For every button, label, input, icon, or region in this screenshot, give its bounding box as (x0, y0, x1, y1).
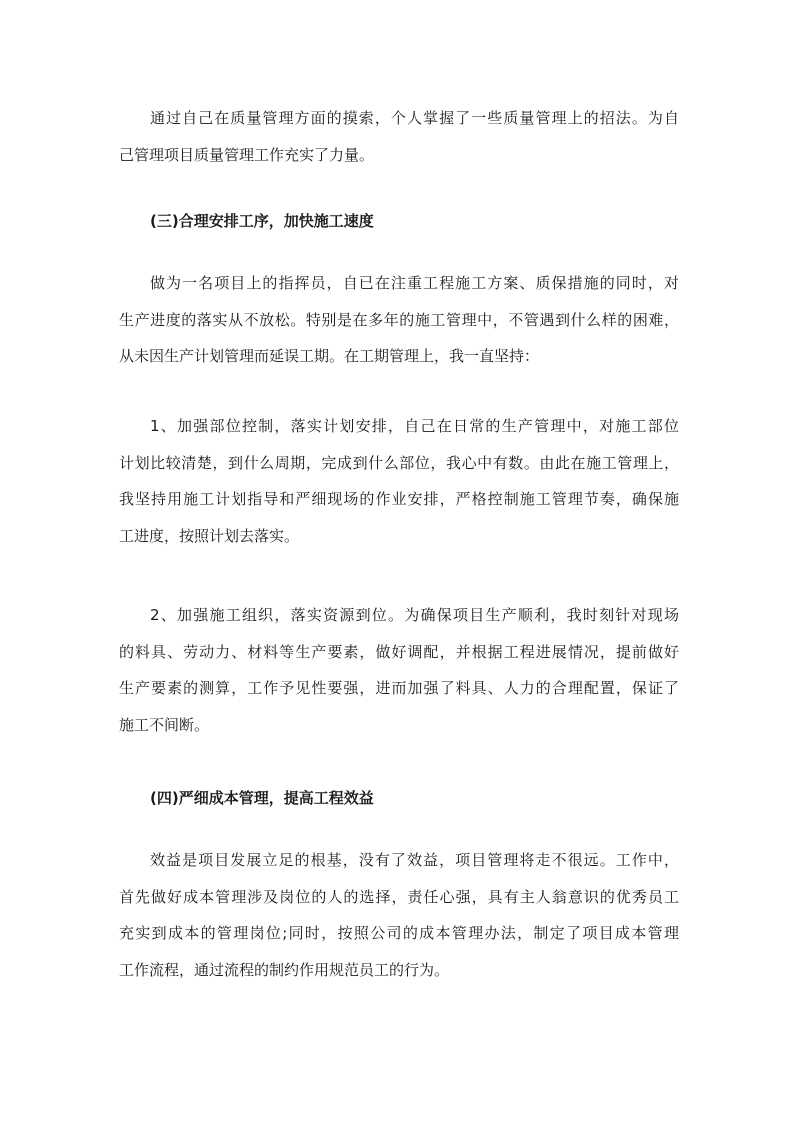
section-heading-schedule: (三)合理安排工序，加快施工速度 (150, 212, 374, 230)
paragraph-line: 充实到成本的管理岗位;同时，按照公司的成本管理办法，制定了项目成本管理 (119, 924, 679, 943)
paragraph-line: 做为一名项目上的指挥员，自已在注重工程施工方案、质保措施的同时，对 (150, 274, 679, 292)
paragraph-line: 效益是项目发展立足的根基，没有了效益，项目管理将走不很远。工作中， (150, 851, 679, 869)
paragraph-line: 我坚持用施工计划指导和严细现场的作业安排，严格控制施工管理节奏，确保施 (119, 490, 679, 509)
paragraph-line: 通过自己在质量管理方面的摸索，个人掌握了一些质量管理上的招法。为自 (150, 109, 679, 127)
paragraph-schedule-intro (119, 265, 679, 375)
paragraph-line: 首先做好成本管理涉及岗位的人的选择，责任心强，具有主人翁意识的优秀员工 (119, 887, 679, 906)
paragraph-quality-summary (119, 100, 679, 173)
section-heading-cost: (四)严细成本管理，提高工程效益 (150, 789, 374, 807)
paragraph-line: 工作流程，通过流程的制约作用规范员工的行为。 (119, 961, 450, 980)
paragraph-cost-management (119, 842, 679, 989)
paragraph-line: 的料具、劳动力、材料等生产要素，做好调配，并根据工程进展情况，提前做好 (119, 642, 679, 661)
paragraph-point-2 (119, 597, 679, 744)
paragraph-line: 施工不间断。 (119, 716, 210, 735)
paragraph-line: 计划比较清楚，到什么周期，完成到什么部位，我心中有数。由此在施工管理上， (119, 453, 679, 472)
paragraph-line: 2、加强施工组织，落实资源到位。为确保项目生产顺利，我时刻针对现场 (150, 606, 679, 624)
paragraph-line: 生产进度的落实从不放松。特别是在多年的施工管理中，不管遇到什么样的困难， (119, 310, 679, 329)
paragraph-line: 工进度，按照计划去落实。 (119, 527, 300, 546)
paragraph-line: 生产要素的测算，工作予见性要强，进而加强了料具、人力的合理配置，保证了 (119, 679, 679, 698)
paragraph-line: 1、加强部位控制，落实计划安排，自己在日常的生产管理中，对施工部位 (150, 417, 679, 435)
paragraph-line: 己管理项目质量管理工作充实了力量。 (119, 145, 375, 164)
paragraph-point-1 (119, 408, 679, 555)
paragraph-line: 从未因生产计划管理而延误工期。在工期管理上，我一直坚持： (119, 347, 540, 366)
